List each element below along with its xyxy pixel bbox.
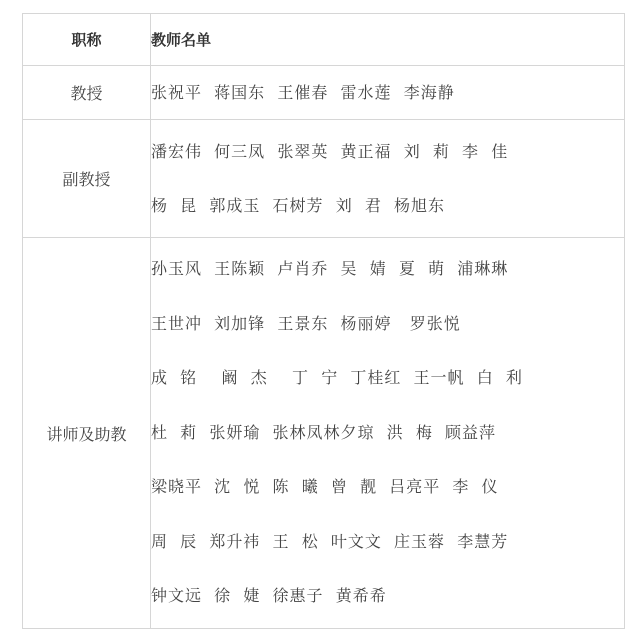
name-line: 钟文远 徐 婕 徐惠子 黄希希 xyxy=(151,586,387,606)
name-line: 杜 莉 张妍瑜 张林凤林夕琼 洪 梅 顾益萍 xyxy=(151,422,497,442)
rank-title-associate-professor: 副教授 xyxy=(23,120,151,238)
rank-title-professor: 教授 xyxy=(23,66,151,120)
table-row-associate-professor xyxy=(23,120,625,238)
name-line: 孙玉风 王陈颖 卢肖乔 吴 婧 夏 萌 浦琳琳 xyxy=(151,259,509,279)
name-line: 成 铭 阚 杰 丁 宁 丁桂红 王一帆 白 利 xyxy=(151,368,523,388)
faculty-table xyxy=(22,13,625,629)
table-header-row xyxy=(23,14,625,66)
header-names-column: 教师名单 xyxy=(151,14,625,66)
name-line: 梁晓平 沈 悦 陈 曦 曾 靓 吕亮平 李 仪 xyxy=(151,477,499,497)
names-cell-professor xyxy=(151,66,625,120)
name-line: 周 辰 郑升祎 王 松 叶文文 庄玉蓉 李慧芳 xyxy=(151,531,509,551)
rank-title-lecturer-and-assistant: 讲师及助教 xyxy=(23,238,151,629)
names-cell-associate-professor xyxy=(151,120,625,238)
name-line: 杨 昆 郭成玉 石树芳 刘 君 杨旭东 xyxy=(151,195,446,215)
table-row-professor xyxy=(23,66,625,120)
name-line: 王世冲 刘加锋 王景东 杨丽婷 罗张悦 xyxy=(151,313,461,333)
header-title-column: 职称 xyxy=(23,14,151,66)
name-line: 潘宏伟 何三凤 张翠英 黄正福 刘 莉 李 佳 xyxy=(151,141,509,161)
table-row-lecturer-and-assistant xyxy=(23,238,625,629)
names-cell-lecturer-and-assistant xyxy=(151,238,625,629)
name-line: 张祝平 蒋国东 王催春 雷水莲 李海静 xyxy=(151,83,455,102)
